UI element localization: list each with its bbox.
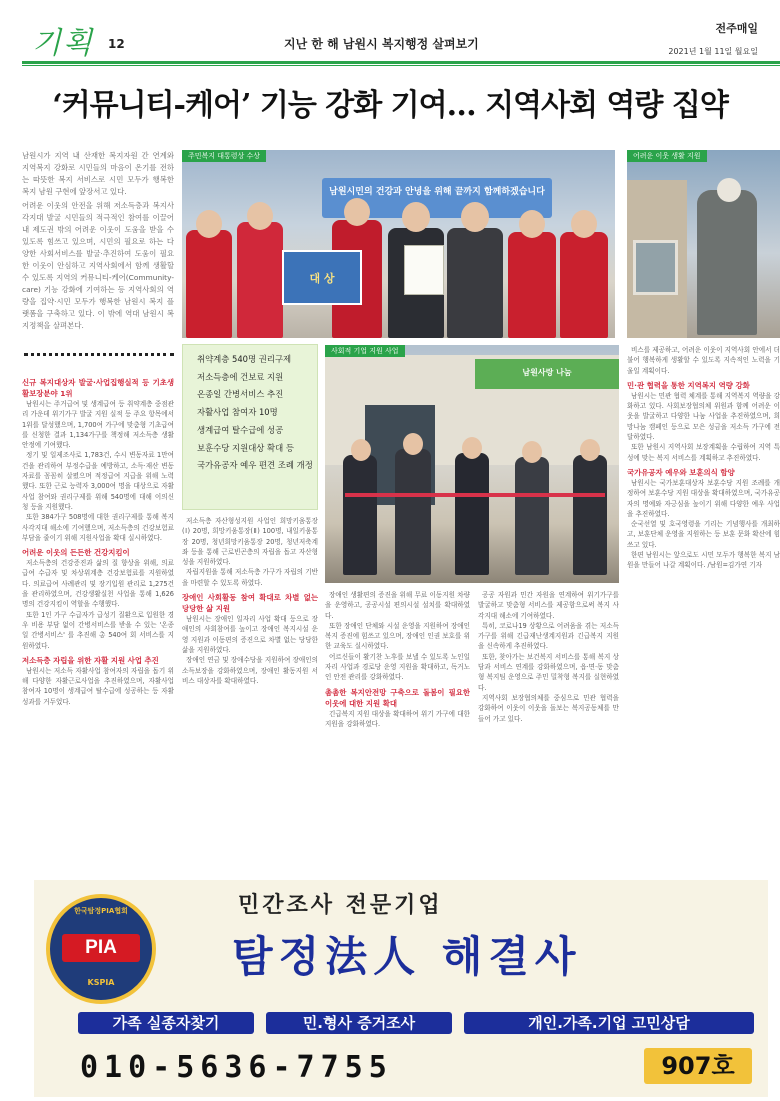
person-figure (573, 455, 607, 575)
person-head (522, 441, 542, 463)
person-figure (560, 232, 608, 338)
article-paragraph: 지역사회 보장협의체를 중심으로 민관 협력을 강화하여 이웃이 이웃을 돌보는 복지공동체를 만들어 가고 있다. (478, 693, 619, 723)
person-figure (508, 232, 556, 338)
article-paragraph: 순국선열 및 호국영령을 기리는 기념행사를 개최하고, 보훈단체 운영을 지원하는 등 보훈 문화 확산에 힘쓰고 있다. (627, 520, 780, 549)
article-paragraph: 저소득층의 건강증진과 삶의 질 향상을 위해, 의료급여 수급자 및 차상위계층 건강보험료를 지원하였다. 의료급여 사례관리 및 장기입원 관리로 1,275건을 관리하였으며, 건강생활실천 사업을 통해 1,626명의 건강지킴이 역할을 수행했다. (22, 559, 174, 609)
store-sign (475, 359, 619, 389)
headline: ‘커뮤니티-케어’ 기능 강화 기여… 지역사회 역량 집약 (52, 88, 728, 123)
article-column-4 (478, 590, 619, 724)
person-head (571, 210, 597, 238)
ad-phone-number: 010-5636-7755 (80, 1050, 393, 1085)
article-paragraph: 장애인 생활편의 증진을 위해 무료 이동지원 차량을 운영하고, 공공시설 편의시설 설치를 확대하였다. (325, 591, 470, 620)
summary-item: 자활사업 참여자 10명 (197, 407, 278, 418)
photo-caption-label: 사회적 기업 지원 사업 (325, 345, 405, 357)
person-head (462, 437, 482, 459)
lead-paragraph (22, 150, 174, 334)
article-column-3 (325, 590, 470, 729)
ad-title: 탐정法人 해결사 (232, 932, 582, 981)
ad-room-badge: 907호 (644, 1048, 752, 1084)
article-paragraph: 긴급복지 지원 대상을 확대하여 위기 가구에 대한 지원을 강화하였다. (325, 709, 470, 728)
logo-ring-text: 한국탐정PIA협회 (74, 907, 128, 915)
store-sign-text: 남원사랑 나눔 (522, 368, 572, 377)
person-head (351, 439, 371, 461)
person-head (461, 202, 489, 232)
article-paragraph: 자립지원을 통해 저소득층 가구가 자립의 기반을 마련할 수 있도록 하였다. (182, 568, 318, 587)
person-head (580, 439, 600, 461)
summary-box (182, 344, 318, 510)
ad-service-text: 민.형사 증거조사 (302, 1014, 416, 1032)
summary-item: 국가유공자 예우 편견 조례 개정 (197, 460, 313, 471)
lead-text-1: 남원시가 지역 내 산재한 복지자원 간 연계와 지역복지 강화로 시민들의 마음이 온기를 전하는 따뜻한 복지 서비스로 시민 모두가 행복한 복지 남원 구현에 앞장서고 있다. (22, 151, 174, 196)
article-paragraph: 한편 남원시는 앞으로도 시민 모두가 행복한 복지 남원을 만들어 나갈 계획이다. /남원=김가연 기자 (627, 551, 780, 570)
article-paragraph: 또한 1인 가구 수급자가 급성기 질환으로 입원한 경우 비용 부담 없이 간병서비스를 받을 수 있는 '온종일 간병서비스' 를 추진해 총 540여 회 서비스를 지원하였다. (22, 610, 174, 650)
summary-item: 취약계층 540명 권리구제 (197, 354, 292, 364)
banner-text: 남원시민의 건강과 안녕을 위해 끝까지 함께하겠습니다 (329, 187, 545, 197)
article-paragraph: 저소득층 자산형성지원 사업인 희망키움통장(Ⅰ) 20명, 희망키움통장(Ⅱ) 100명, 내일키움통장 20명, 청년희망키움통장 20명, 청년저축계좌 등을 통해 근로빈곤층의 자립을 돕고 자산형성을 지원하였다. (182, 517, 318, 567)
logo-emblem (62, 934, 140, 962)
article-paragraph: 또한 384가구 508명에 대한 권리구제를 통해 복지 사각지대 해소에 기여했으며, 저소득층의 건강보험료 부담을 줄이기 위해 지원사업을 확대 실시하였다. (22, 513, 174, 542)
person-figure (395, 449, 431, 575)
ad-service-badge (266, 1012, 452, 1034)
person-head (403, 433, 423, 455)
ad-service-badge (78, 1012, 254, 1034)
article-paragraph: 또한 남원시 지역사회 보장계획을 수립하여 지역 특성에 맞는 복지 서비스를 계획하고 추진하였다. (627, 443, 780, 462)
article-paragraph: 남원시는 저소득 자활사업 참여자의 자립을 돕기 위해 다양한 자활근로사업을 추진하였으며, 자활사업 참여자 10명이 생계급여 탈수급에 성공하는 등 자활 성과를 거두었다. (22, 666, 174, 706)
certificate (404, 245, 444, 295)
person-figure (455, 453, 489, 575)
article-paragraph: 남원시는 민관 협력 체계를 통해 지역복지 역량을 강화하고 있다. 사회보장협의체 위원과 함께 어려운 이웃을 발굴하고 다양한 나눔 사업을 추진하였으며, 희망나눔 캠페인 등으로 모은 성금을 저소득 가구에 전달하였다. (627, 391, 780, 442)
article-paragraph: 남원시는 장애인 일자리 사업 확대 등으로 장애인의 사회참여를 높이고 장애인 복지시설 운영 지원과 이동편의 증진으로 차별 없는 당당한 삶을 지원하였다. (182, 615, 318, 654)
article-paragraph: 장애인 연금 및 장애수당을 지원하여 장애인의 소득보장을 강화하였으며, 장애인 활동지원 서비스 대상자를 확대하였다. (182, 656, 318, 685)
article-subheading: 어려운 이웃의 든든한 건강지킴이 (22, 548, 130, 558)
ceremony-ribbon (345, 493, 605, 497)
summary-item: 보훈수당 지원대상 확대 등 (197, 442, 294, 453)
person-head (247, 202, 273, 230)
lead-text-2: 어려운 이웃의 안전을 위해 저소득층과 복지사각지대 발굴 시민들의 적극적인 참여를 이끌어내 제도권 밖의 어려운 이웃이 도움을 받을 수 있도록 힘쓰고 있으며, 시민의 필요로 하는 다양한 사회서비스를 발굴·추진하여 도움이 필요한 이웃이 안심하고 지역사회에서 함께 생활할 수 있도록 지역의 커뮤니티-케어(Community-care) 기능 강화에 기여하는 등 지역사회의 역량을 집약·시민 모두가 행복한 남원시 복지 플랫폼을 구축하고 있다. 이 밖에 역대 남원시 복지정책을 살펴본다. (22, 201, 174, 330)
article-subheading: 촘촘한 복지안전망 구축으로 돌봄이 필요한 이웃에 대한 지원 확대 (325, 687, 470, 708)
header-title: 지난 한 해 남원시 복지행정 살펴보기 (284, 37, 479, 51)
person-figure (237, 222, 283, 338)
page-number: 12 (108, 37, 125, 51)
article-column-1 (22, 373, 174, 707)
person-figure (186, 230, 232, 338)
person-figure (515, 457, 549, 575)
person-head (519, 210, 545, 238)
article-paragraph: 공공 자원과 민간 자원을 연계하여 위기가구를 발굴하고 맞춤형 서비스를 제공함으로써 복지 사각지대 해소에 기여하였다. (478, 591, 619, 620)
article-paragraph: 특히, 코로나19 상황으로 어려움을 겪는 저소득 가구를 위해 긴급재난생계지원과 긴급복지 지원을 신속하게 추진하였다. (478, 621, 619, 651)
article-column-5 (627, 345, 780, 571)
article-column-2 (182, 516, 318, 686)
photo-caption-label: 주민복지 대통령상 수상 (182, 150, 266, 162)
dotted-divider (24, 353, 174, 356)
logo-sub-text: KSPIA (87, 978, 115, 987)
ad-service-badge (464, 1012, 754, 1034)
photo-caption-label: 어려운 이웃 생활 지원 (627, 150, 707, 162)
ad-service-text: 개인.가족.기업 고민상담 (528, 1014, 690, 1032)
section-tag: 기획 (32, 26, 94, 61)
placard-text: 대 상 (309, 272, 335, 285)
pia-logo (46, 894, 156, 1004)
article-paragraph: 비스를 제공하고, 어려운 이웃이 지역사회 안에서 더불어 행복하게 생활할 수 있도록 지속적인 노력을 기울일 계획이다. (627, 346, 780, 375)
award-photo (182, 150, 615, 338)
article-paragraph: 또한 장애인 단체와 시설 운영을 지원하여 장애인 복지 증진에 힘쓰고 있으며, 장애인 인권 보호를 위한 교육도 실시하였다. (325, 621, 470, 651)
ad-panel (34, 880, 768, 1097)
article-subheading: 신규 복지대상자 발굴·사업집행실적 등 기초생활보장분야 1위 (22, 378, 174, 398)
window (633, 240, 678, 295)
article-subheading: 저소득층 자립을 위한 자활 지원 사업 추진 (22, 655, 159, 665)
article-paragraph: 또한, 찾아가는 보건복지 서비스를 통해 복지 상담과 서비스 연계를 강화하였으며, 읍·면·동 맞춤형 복지팀 운영으로 주민 밀착형 복지를 실현하였다. (478, 652, 619, 692)
header-rule (22, 61, 780, 64)
advertisement (22, 868, 780, 1101)
worker-figure (697, 190, 757, 335)
paper-date: 2021년 1월 11일 월요일 (668, 47, 758, 56)
award-placard (282, 250, 362, 305)
person-figure (343, 455, 377, 575)
paper-name: 전주매일 (715, 22, 758, 35)
article-paragraph: 남원시는 국가보훈대상자 보훈수당 지원 조례를 개정하여 보훈수당 지원 대상을 확대하였으며, 국가유공자의 명예와 자긍심을 높이기 위해 다양한 예우 사업을 추진하였다. (627, 478, 780, 518)
summary-item: 저소득층에 건보료 지원 (197, 371, 284, 382)
summary-item: 온종일 간병서비스 추진 (197, 389, 284, 400)
page-header (0, 0, 780, 68)
article-subheading: 장애인 사회활동 참여 확대로 차별 없는 당당한 삶 지원 (182, 593, 318, 614)
repair-photo (627, 150, 780, 338)
summary-item: 생계급여 탈수급에 성공 (197, 424, 284, 435)
article-paragraph: 어르신들이 활기찬 노후를 보낼 수 있도록 노인일자리 사업과 경로당 운영 지원을 확대하고, 독거노인 안전 관리를 강화하였다. (325, 652, 470, 682)
person-head (402, 202, 430, 232)
person-figure (447, 228, 503, 338)
person-head (344, 198, 370, 226)
article-paragraph: 남원시는 주거급여 및 생계급여 등 취약계층 중점관리 가운데 위기가구 발굴 지원 실적 등 주요 항목에서 1위를 달성했으며, 1,700여 가구에 맞춤형 기초급여를 신청한 결과 1,134가구를 책정해 저소득층 생활안정에 기여했다. (22, 400, 174, 450)
person-head (196, 210, 222, 238)
ad-tagline: 민간조사 전문기업 (238, 893, 443, 918)
worker-helmet (717, 178, 741, 202)
header-rule-thin (22, 65, 780, 66)
article-subheading: 민·관 협력을 통한 지역복지 역량 강화 (627, 380, 750, 390)
logo-main-text: PIA (85, 937, 117, 958)
ad-service-text: 가족 실종자찾기 (112, 1014, 220, 1032)
ceremony-photo (325, 345, 619, 583)
article-paragraph: 정기 및 일제조사로 1,783건, 수시 변동자료 1만여 건을 관리하여 부정수급을 예방하고, 소득·재산 변동자료를 꼼꼼히 살폈으며 적정급여 지급을 위해 노력했다. 또한 근로 능력자 3,000여 명을 대상으로 자활사업 참여와 권리구제를 위해 540명에 대해 이의신청 등을 지원했다. (22, 451, 174, 511)
article-subheading: 국가유공자 예우와 보훈의식 함양 (627, 467, 735, 477)
